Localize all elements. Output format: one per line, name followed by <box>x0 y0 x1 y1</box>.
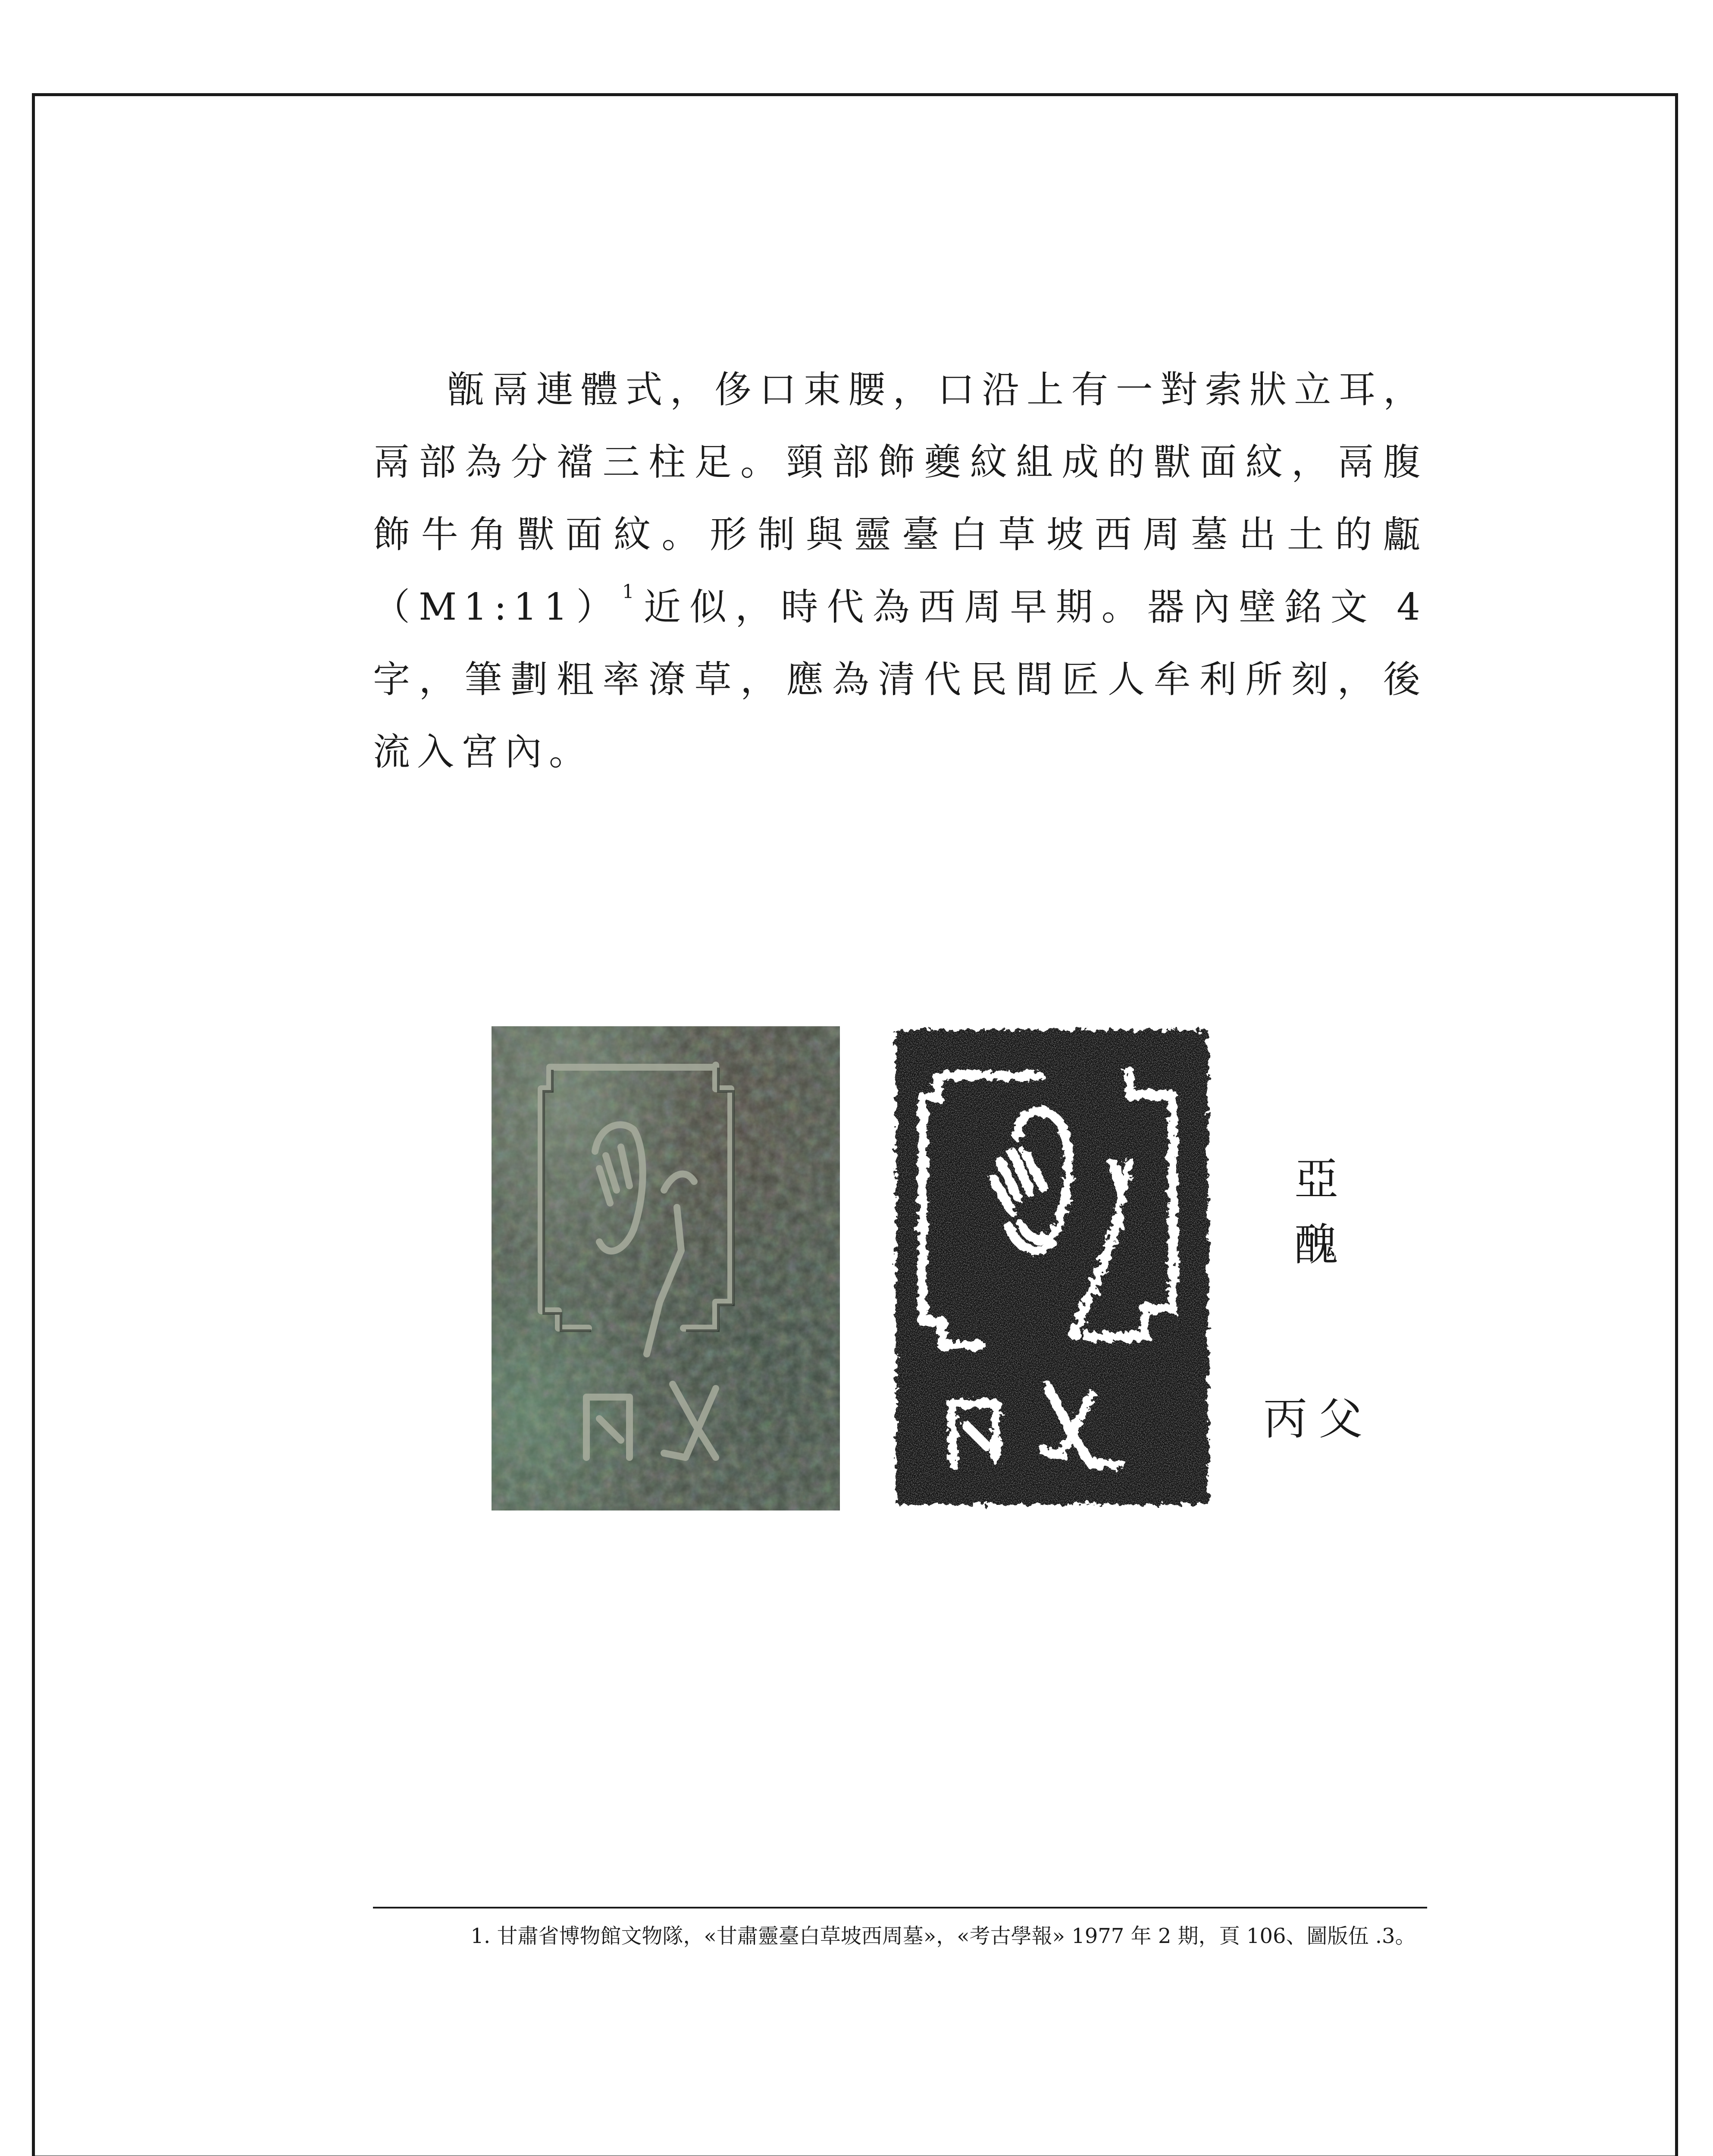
body-text-part-2: 近似，時代為西周早期。器內壁銘文 4 字，筆劃粗率潦草，應為清代民間匠人牟利所刻，後流入宮內。 <box>373 586 1427 774</box>
body-paragraph <box>373 354 1427 788</box>
inscription-rubbing-image <box>888 1024 1216 1511</box>
inscription-char-ya: 亞 <box>1294 1154 1338 1205</box>
inscription-rubbing <box>888 1024 1216 1511</box>
inscription-label-vertical <box>1293 1147 1340 1278</box>
inscription-photo-image <box>492 1026 840 1510</box>
inscription-label-horizontal: 丙父 <box>1263 1394 1374 1445</box>
inscription-photo <box>492 1026 840 1510</box>
inscription-char-chou: 醜 <box>1294 1219 1338 1271</box>
body-text-part-1: 甑鬲連體式，侈口束腰，口沿上有一對索狀立耳，鬲部為分襠三柱足。頸部飾夔紋組成的獸面紋，鬲腹飾牛角獸面紋。形制與靈臺白草坡西周墓出土的甗（M1:11） <box>373 368 1427 629</box>
footnote-divider <box>373 1907 1427 1908</box>
footnote: 1. 甘肅省博物館文物隊，«甘肅靈臺白草坡西周墓»，«考古學報» 1977 年 2 期，頁 106、圖版伍 .3。 <box>470 1924 1416 1948</box>
footnote-marker[interactable]: 1 <box>622 581 634 603</box>
